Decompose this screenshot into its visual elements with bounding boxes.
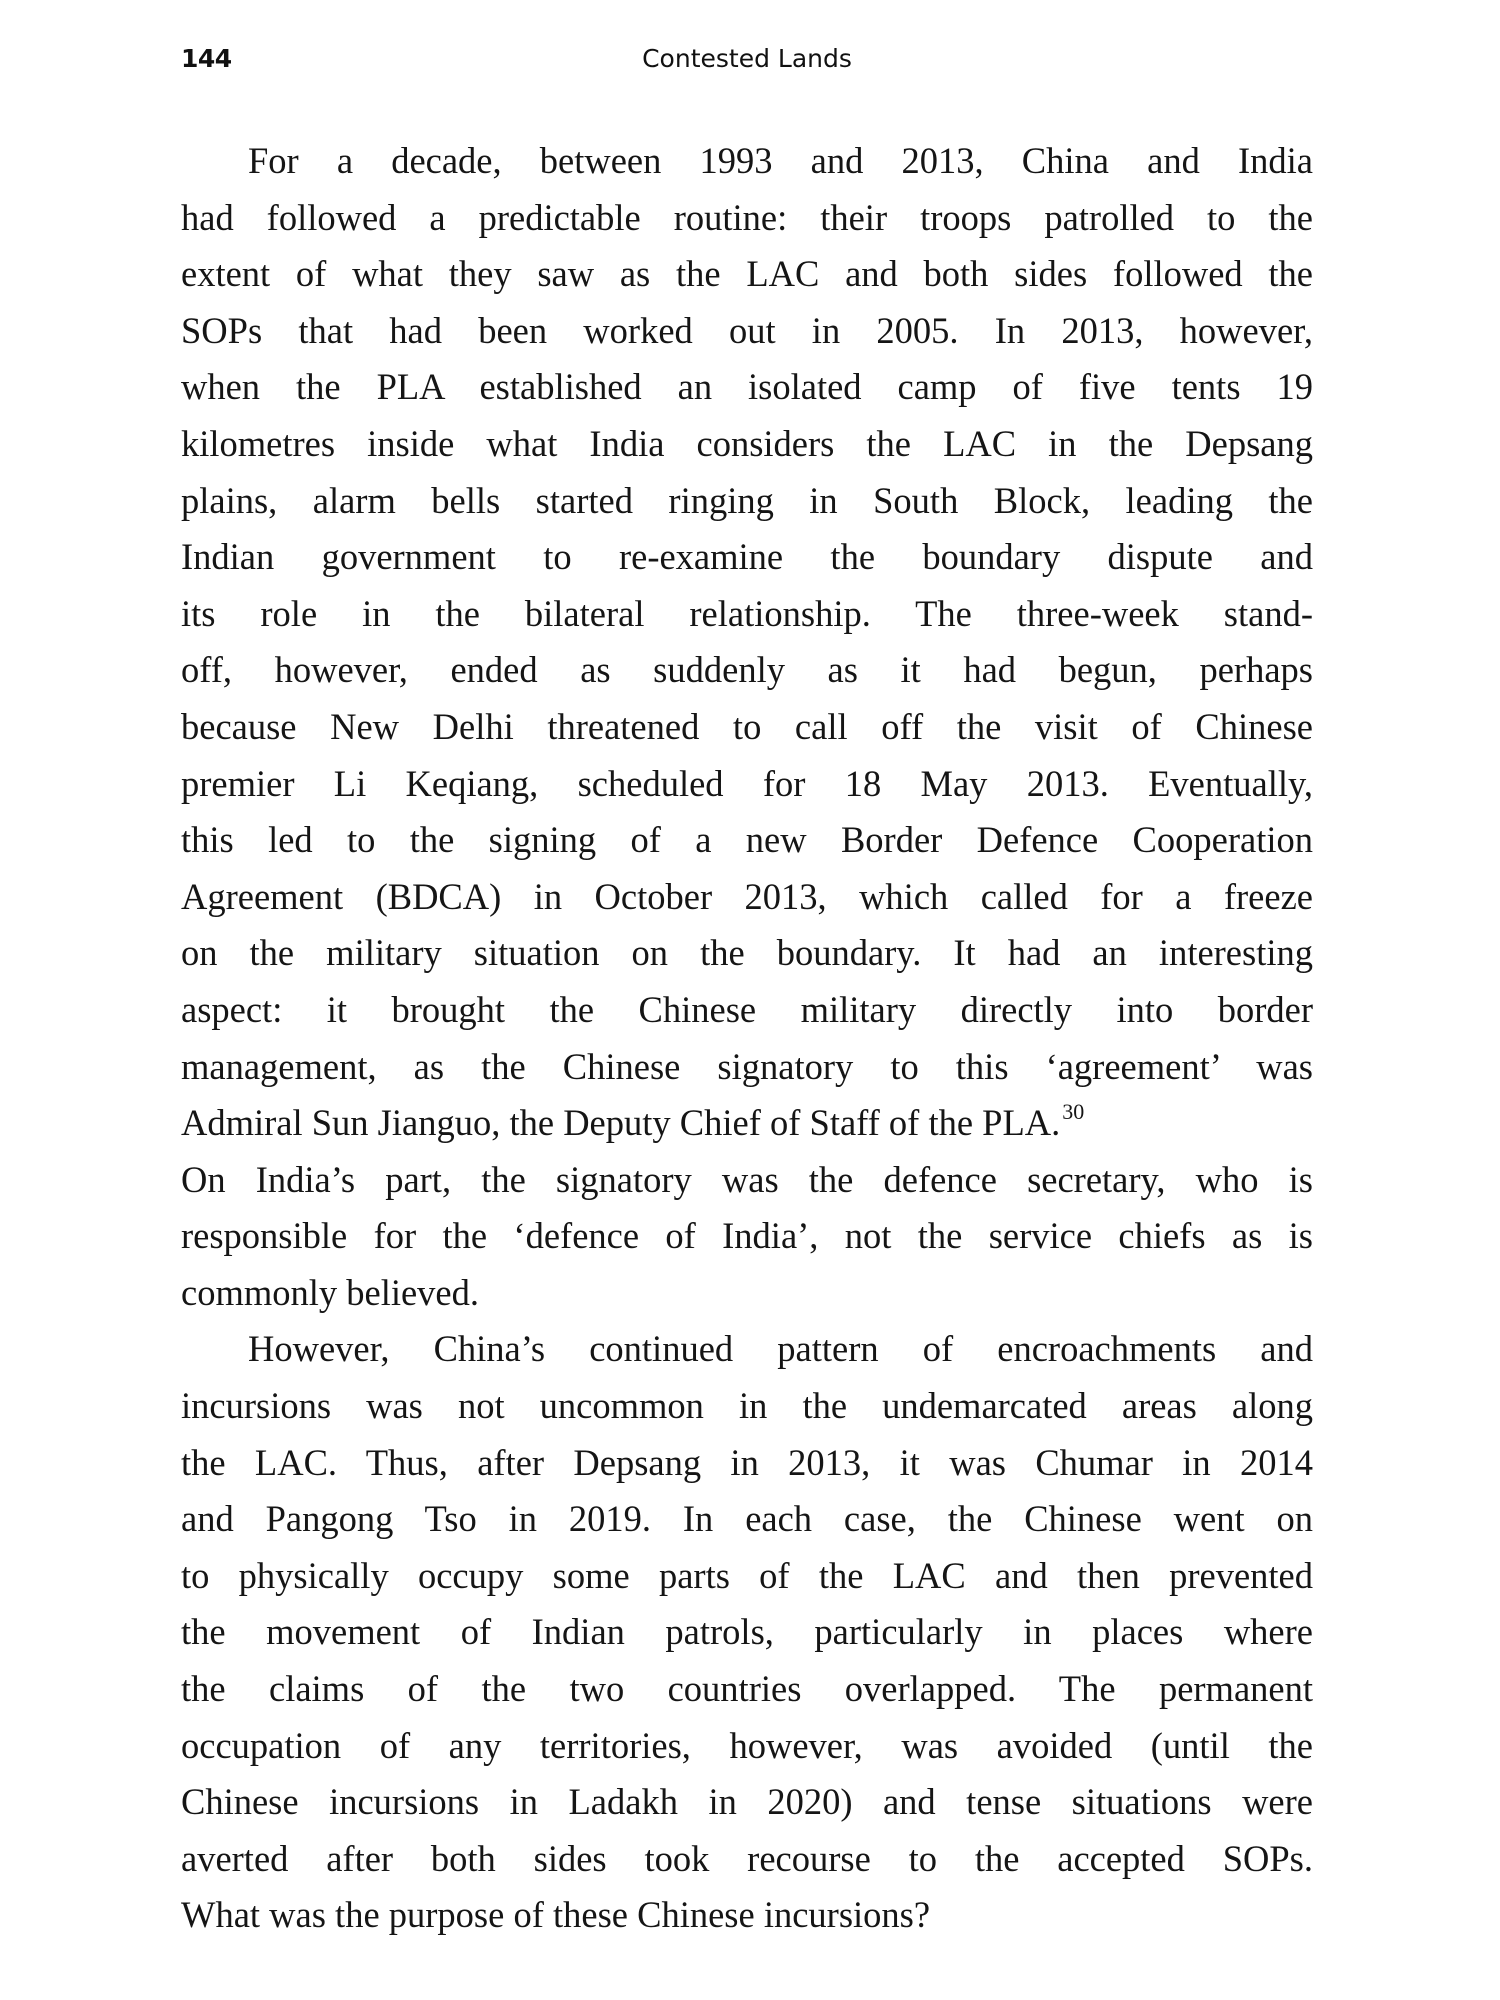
text-line: responsible for the ‘defence of India’, not the service chiefs as is (181, 1215, 1313, 1257)
text-line: For a decade, between 1993 and 2013, China and India (248, 140, 1313, 181)
text-line: occupation of any territories, however, was avoided (until the (181, 1724, 1313, 1766)
text-line: its role in the bilateral relationship. The three-week stand- (181, 592, 1313, 634)
text-line: off, however, ended as suddenly as it had begun, perhaps (181, 649, 1313, 691)
text-line: Chinese incursions in Ladakh in 2020) and tense situations were (181, 1781, 1313, 1823)
text-line: commonly believed. (181, 1271, 480, 1313)
text-line: extent of what they saw as the LAC and both sides followed the (181, 253, 1313, 295)
text-line-with-footnote (181, 1095, 1313, 1152)
text-line: Agreement (BDCA) in October 2013, which called for a freeze (181, 875, 1313, 917)
paragraph-1 (181, 133, 1313, 1321)
text-line: However, China’s continued pattern of encroachments and (248, 1328, 1313, 1370)
book-title: Contested Lands (642, 44, 852, 73)
running-header (181, 44, 1313, 84)
text-line: averted after both sides took recourse to the accepted SOPs. (181, 1837, 1313, 1879)
page-number: 144 (181, 44, 232, 73)
paragraph-2 (181, 1321, 1313, 1944)
text-line: had followed a predictable routine: their troops patrolled to the (181, 196, 1313, 238)
text-line: What was the purpose of these Chinese incursions? (181, 1894, 931, 1936)
text-line: kilometres inside what India considers the LAC in the Depsang (181, 422, 1313, 464)
text-line: the claims of the two countries overlapped. The permanent (181, 1668, 1313, 1710)
text-line: to physically occupy some parts of the LAC and then prevented (181, 1554, 1313, 1596)
text-line: Indian government to re-examine the boundary dispute and (181, 536, 1313, 578)
text-line: the LAC. Thus, after Depsang in 2013, it was Chumar in 2014 (181, 1441, 1313, 1483)
text-line: when the PLA established an isolated camp of five tents 19 (181, 366, 1313, 408)
text-line: on the military situation on the boundary. It had an interesting (181, 932, 1313, 974)
text-line: management, as the Chinese signatory to this ‘agreement’ was (181, 1045, 1313, 1087)
text-line: and Pangong Tso in 2019. In each case, the Chinese went on (181, 1498, 1313, 1540)
text-line-content: Admiral Sun Jianguo, the Deputy Chief of Staff of the PLA. (181, 1102, 1061, 1144)
text-line: premier Li Keqiang, scheduled for 18 May 2013. Eventually, (181, 762, 1313, 804)
text-line: On India’s part, the signatory was the defence secretary, who is (181, 1158, 1313, 1200)
text-line: incursions was not uncommon in the undemarcated areas along (181, 1385, 1313, 1427)
text-line: aspect: it brought the Chinese military directly into border (181, 988, 1313, 1030)
body-text (181, 133, 1313, 1944)
text-line: plains, alarm bells started ringing in South Block, leading the (181, 479, 1313, 521)
text-line: the movement of Indian patrols, particularly in places where (181, 1611, 1313, 1653)
text-line: this led to the signing of a new Border Defence Cooperation (181, 819, 1313, 861)
text-line: because New Delhi threatened to call off the visit of Chinese (181, 705, 1313, 747)
footnote-marker[interactable]: 30 (1062, 1099, 1085, 1125)
text-line: SOPs that had been worked out in 2005. In 2013, however, (181, 309, 1313, 351)
